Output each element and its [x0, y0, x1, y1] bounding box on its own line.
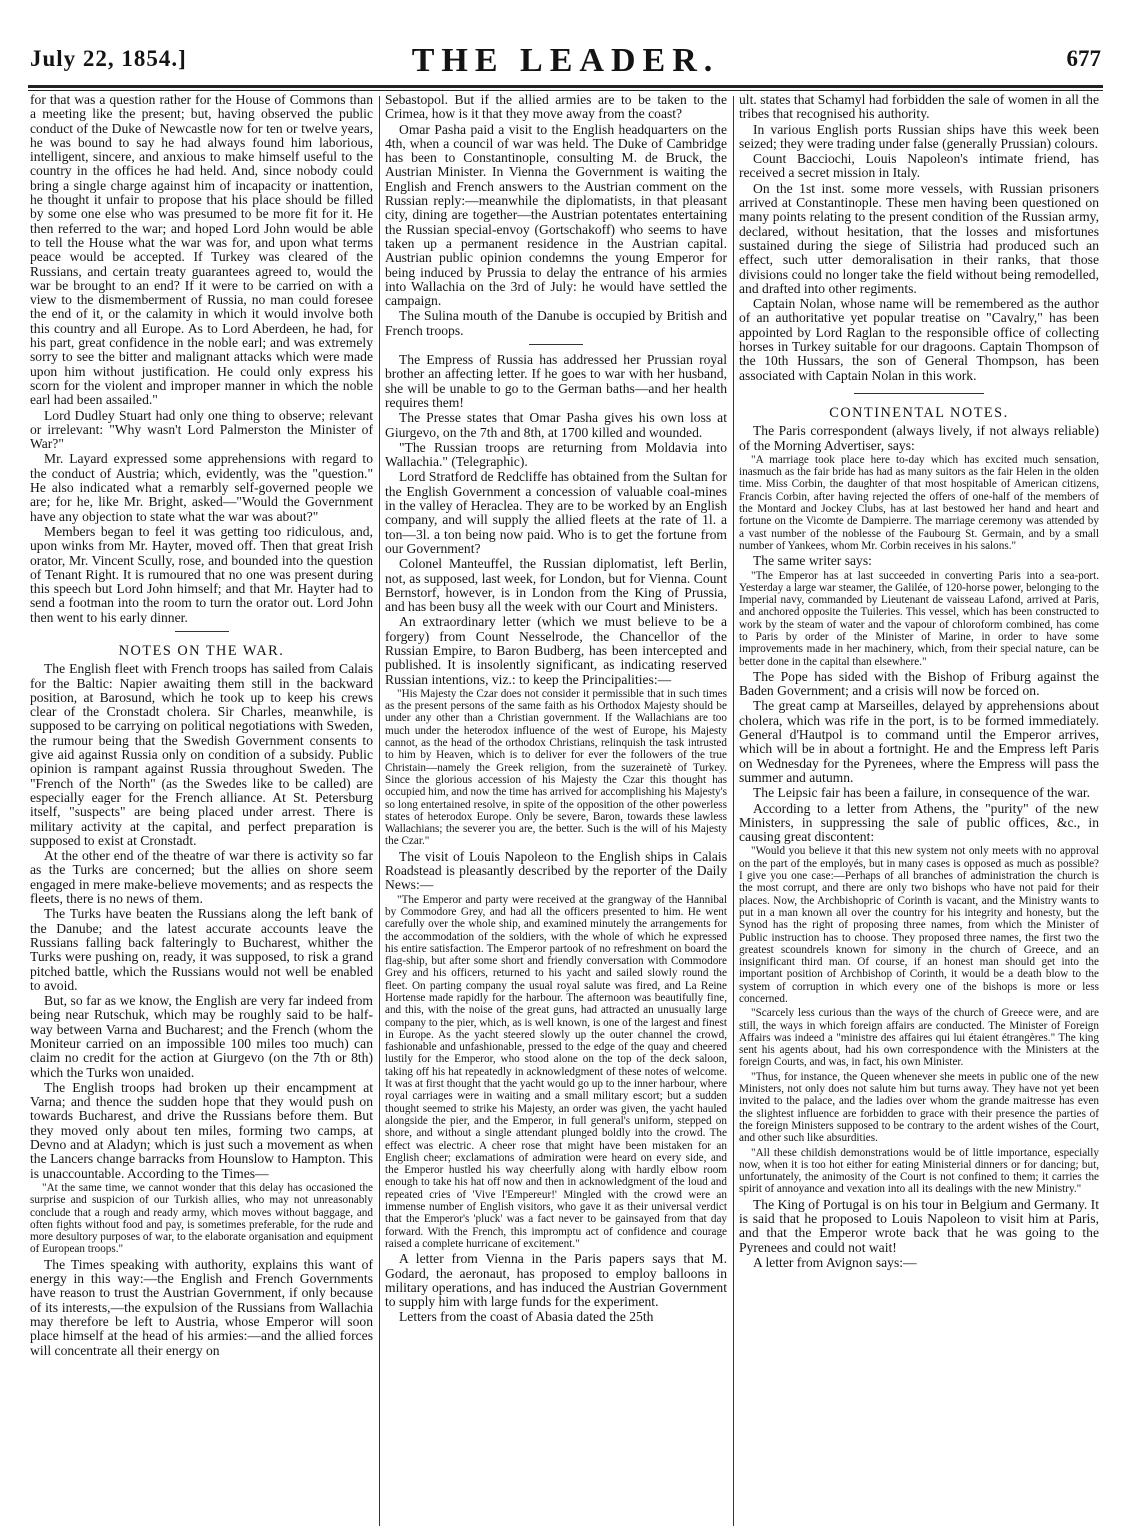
section-separator [529, 344, 583, 345]
masthead-rule [28, 85, 1103, 88]
section-heading-continental-notes: CONTINENTAL NOTES. [829, 404, 1009, 421]
paragraph: The Paris correspondent (always lively, if not always reliable) of the Morning Advertiser, says: [739, 423, 1099, 453]
paragraph: An extraordinary letter (which we must believe to be a forgery) from Count Nesselrode, the Chancellor of the Russian Empire, to Baron Budberg, has been intercepted and published. It is insolently significant, as indicating reserved Russian intentions, viz.: to keep the Principalities:— [385, 614, 727, 687]
paragraph: The King of Portugal is on his tour in Belgium and Germany. It is said that he proposed to Louis Napoleon to visit him at Paris, and that the Emperor wrote back that he was going to the Pyrenees and could not wait! [739, 1196, 1099, 1255]
paragraph: The Times speaking with authority, explains this want of energy in this way:—the English and French Governments have reason to trust the Austrian Government, if only because of its interests,—the expulsion of the Russians from Wallachia may therefore be left to Austria, whose Emperor will soon place himself at the head of his armies:—and the allied forces will concentrate all their energy on [30, 1256, 373, 1358]
section-heading-war-notes: NOTES ON THE WAR. [118, 642, 285, 659]
paragraph: Colonel Manteuffel, the Russian diplomatist, left Berlin, not, as supposed, last week, for London, but for Vienna. Count Bernstorf, however, is in London from the King of Prussia, and has been busy all the week with our Court and Ministers. [385, 556, 727, 615]
quotation: "Scarcely less curious than the ways of the church of Greece were, and are still, the ways in which foreign affairs are conducted. The Minister of Foreign Affairs was indeed a "ministre des affaires qui lui étaient étrangères." The king sent his agents about, had his own correspondence with the Ministers at the foreign Courts, and was, in fact, his own Minister. [739, 1007, 1099, 1069]
paragraph: The Pope has sided with the Bishop of Friburg against the Baden Government; and a crisis will now be forced on. [739, 668, 1099, 699]
paragraph: According to a letter from Athens, the "purity" of the new Ministers, in suppressing the sale of public offices, &c., in causing great discontent: [739, 800, 1099, 845]
paragraph: The great camp at Marseilles, delayed by apprehensions about cholera, which was rife in the port, is to be formed immediately. General d'Hautpol is to command until the Emperor arrives, which will be in about a fortnight. He and the Empress left Paris on Wednesday for the Pyrenees, where the Empress will pass the summer and autumn. [739, 698, 1099, 785]
quotation: "A marriage took place here to-day which has excited much sensation, inasmuch as the fair bride has had as many suitors as the fair Helen in the olden time. Miss Corbin, the daughter of that most hospitable of American citizens, Francis Corbin, after having rejected the offers of one-half of the members of the Montard and Jockey Clubs, has at last bestowed her hand and heart and fortune on the Vicomte de Dampierre. The marriage ceremony was attended by a vast number of the noblesse of the Faubourg St. Germain, and by a small number of Yankees, whom Mr. Corbin receives in his salons." [739, 453, 1099, 552]
column-1 [30, 93, 373, 1533]
paragraph: Sebastopol. But if the allied armies are to be taken to the Crimea, how is it that they move away from the coast? [385, 93, 727, 122]
paragraph: The Empress of Russia has addressed her Prussian royal brother an affecting letter. If he goes to war with her husband, she will be unable to go to the German baths—and her health requires them! [385, 352, 727, 410]
paragraph: ult. states that Schamyl had forbidden the sale of women in all the tribes that recognised his authority. [739, 93, 1099, 122]
paragraph: "The Russian troops are returning from Moldavia into Wallachia." (Telegraphic). [385, 439, 727, 470]
quotation: "Would you believe it that this new system not only meets with no approval on the part of the employés, but in many cases is opposed as much as possible? I give you one case:—Perhaps of all branches of administration the church is the most corrupt, and there are only two bishops who have not paid for their places. Now, the Archbishopric of Corinth is vacant, and the Ministry wants to put in a man known all over the country for his integrity and honesty, but the Synod has the right of proposing three names, from which the Minister of Public instruction has to choose. They proposed three names, the first two the greatest scoundrels known for simony in the church of Greece, and an insignificant third man. Of course, if an honest man should get into the important position of Archbishop of Corinth, it would be a death blow to the system of corruption in which every one of the bishops is more or less concerned. [739, 845, 1099, 1005]
paragraph: Omar Pasha paid a visit to the English headquarters on the 4th, when a council of war was held. The Duke of Cambridge has been to Constantinople, consulting M. de Bruck, the Austrian Minister. In Vienna the Government is waiting the English and French answers to the Austrian comment on the Russian reply:—meanwhile the diplomatists, in that pleasant city, dining are together—the Austrian potentates entertaining the Russian special-envoy (Gortschakoff) who seems to have taken up a permanent residence in the Austrian capital. Austrian public opinion condemns the young Emperor for being induced by Prussia to delay the entrance of his armies into Wallachia on the 3rd of July: he would have settled the campaign. [385, 121, 727, 309]
paragraph: The English fleet with French troops has sailed from Calais for the Baltic: Napier awaiting them still in the backward position, at Barosund, which he took up to keep his crews clear of the Cronstadt cholera. Sir Charles, meanwhile, is supposed to be carrying on political negotiations with Sweden, the rumour being that the Swedish Government consents to give aid against Russia only on condition of a subsidy. Public opinion is rampant against Russia throughout Sweden. The "French of the North" (as the Swedes like to be called) are especially eager for the French alliance. At St. Petersburg itself, "suspects" are being placed under arrest. There is military activity at the capital, and perfect preparation is supposed to exist at Cronstadt. [30, 661, 373, 848]
paragraph: The Presse states that Omar Pasha gives his own loss at Giurgevo, on the 7th and 8th, at 1700 killed and wounded. [385, 410, 727, 440]
newspaper-title: THE LEADER. [411, 42, 720, 79]
paragraph: The visit of Louis Napoleon to the English ships in Calais Roadstead is pleasantly described by the reporter of the Daily News:— [385, 848, 727, 893]
paragraph: Mr. Layard expressed some apprehensions with regard to the conduct of Austria; which, evidently, was the "question." He also indicated what a remarbly self-governed people we are; for he, like Mr. Bright, asked—"Would the Government have any objection to state what the war was about?" [30, 451, 373, 524]
paragraph: Lord Dudley Stuart had only one thing to observe; relevant or irrelevant: "Why wasn't Lord Palmerston the Minister of War?" [30, 407, 373, 452]
masthead [30, 40, 1101, 78]
paragraph: In various English ports Russian ships have this week been seized; they were trading under false (generally Prussian) colours. [739, 121, 1099, 151]
paragraph: A letter from Avignon says:— [753, 1254, 917, 1270]
quotation: "At the same time, we cannot wonder that this delay has occasioned the surprise and suspicion of our Turkish allies, who may not unreasonably conclude that a rough and ready army, which moves without baggage, and often fights without food and pay, is sometimes preferable, for the rude and more desultory purposes of war, to the elaborate organisation and equipment of European troops." [30, 1181, 373, 1256]
paragraph: for that was a question rather for the House of Commons than a meeting like the present; but, having observed the public conduct of the Duke of Newcastle now for ten or twelve years, he was bound to say he had always found him laborious, intelligent, sincere, and anxious to make himself useful to the country in the offices he had held. And, since nobody could bring a single charge against him of incapacity or inattention, he thought it unfair to propose that his place should be filled by some one else who was presumed to be more fit for it. He then referred to the war; and hoped Lord John would be able to tell the House what the war was for, and upon what terms peace would be accepted. If Turkey was cleared of the Russians, and certain treaty guarantees agreed to, would the war be brought to an end? If it were to be carried on with a view to the dismemberment of Russia, no man could foresee the end of it, or the calamity in which it would involve both this country and all Europe. As to Lord Aberdeen, he had, for his part, great confidence in the noble earl; and was extremely sorry to see the bitter and malignant attacks which were made upon him without justification. He could only express his scorn for the violent and improper manner in which the noble earl had been assailed." [30, 93, 373, 408]
quotation: "The Emperor has at last succeeded in converting Paris into a sea-port. Yesterday a large war steamer, the Galilée, of 120-horse power, belonging to the Imperial navy, commanded by Lieutenant de vaisseau Lafond, arrived at Paris, and anchored opposite the Tuileries. This vessel, which has been constructed to work by the steam of water and the vapour of chloroform combined, has come to Paris by order of the Minister of Marine, in order to have some improvements made in her machinery, which, from their special nature, can be better done in the capital than elsewhere." [739, 569, 1099, 668]
masthead-rule-thin [28, 90, 1103, 91]
section-separator [854, 393, 984, 394]
column-3 [739, 93, 1099, 1533]
paragraph: Lord Stratford de Redcliffe has obtained from the Sultan for the English Government a concession of valuable coal-mines in the valley of Heraclea. They are to be worked by an English company, and will supply the allied fleets at the rate of 1l. a ton—3l. a ton being now paid. Who is to get the fortune from our Government? [385, 469, 727, 556]
paragraph: A letter from Vienna in the Paris papers says that M. Godard, the aeronaut, has proposed to employ balloons in military operations, and has induced the Austrian Government to supply him with large funds for the experiment. [385, 1251, 727, 1310]
paragraph: The English troops had broken up their encampment at Varna; and thence the sudden hope that they would push on towards Bucharest, and drive the Russians before them. But they moved only about ten miles, forming two camps, at Devno and at Aladyn; which is just such a movement as when the Lancers change barracks from Hounslow to Hampton. This is unaccountable. According to the Times— [30, 1079, 373, 1181]
paragraph: The same writer says: [753, 553, 872, 569]
quotation: "The Emperor and party were received at the grangway of the Hannibal by Commodore Grey, and had all the officers presented to him. He went carefully over the whole ship, and examined minutely the arrangements for the accommodation of the soldiers, with the whole of which he expressed his entire satisfaction. The Emperor partook of no refreshment on board the flag-ship, but after some short and friendly conversation with Commodore Grey and his officers, returned to his yacht and sailed slowly round the fleet. On parting company the usual royal salute was fired, and La Reine Hortense made rapidly for the harbour. The afternoon was beautifully fine, and this, with the noise of the great guns, had attracted an unusually large company to the pier, which, as is well known, is one of the largest and finest in Europe. As the yacht steered slowly up the outer channel the crowd, fashionable and unfashionable, pressed to the edge of the quay and cheered lustily for the Emperor, who stood alone on the top of the deck saloon, taking off his hat repeatedly in acknowledgment of these notes of welcome. It was at first thought that the yacht would go up to the inner harbour, where royal carriages were in waiting and a small military escort; but a sudden thought seemed to strike his Majesty, an order was given, the yacht hauled alongside the pier, and the Emperor, in full general's uniform, stepped on shore, and without a single attendant plunged boldly into the crowd. The effect was electric. A cheer rose that might have been mistaken for an English cheer; exclamations of admiration were heard on every side, and the Emperor hustled his way cheerfully along with hardly elbow room enough to take his hat off now and then in acknowledgment of the loud and repeated cries of 'Vive l'Empereur!' Mingled with the crowd were an immense number of English visitors, who gave it as their universal verdict that the Emperor's 'pluck' was a fact never to be gainsayed from that day forward. With the French, this impromptu act of confidence and courage raised a complete hurricane of excitement." [385, 893, 727, 1250]
paragraph: Captain Nolan, whose name will be remembered as the author of an authoritative yet popular treatise on "Cavalry," has been appointed by Lord Raglan to the responsible office of collecting horses in Turkey suitable for our dragoons. Captain Thompson of the 10th Hussars, the son of General Thompson, has been associated with Captain Nolan in this work. [739, 296, 1099, 383]
quotation: "Thus, for instance, the Queen whenever she meets in public one of the new Ministers, not only does not salute him but turns away. They have not yet been invited to the palace, and the ladies over whom the grande maitresse has even the slightest influence are forbidden to grace with their presence the parties of the foreign Ministers supposed to be contrary to the ardent wishes of the Court, and other such like absurdities. [739, 1070, 1099, 1145]
paragraph: The Leipsic fair has been a failure, in consequence of the war. [753, 785, 1091, 801]
issue-date: July 22, 1854.] [30, 46, 187, 71]
paragraph: Letters from the coast of Abasia dated the 25th [399, 1309, 654, 1325]
paragraph: The Sulina mouth of the Danube is occupied by British and French troops. [385, 308, 727, 338]
paragraph: Count Bacciochi, Louis Napoleon's intimate friend, has received a secret mission in Italy. [739, 151, 1099, 181]
paragraph: The Turks have beaten the Russians along the left bank of the Danube; and the latest accurate accounts leave the Russians falling back falteringly to Bucharest, whither the Turks were pushing on, ready, it was supposed, to risk a grand pitched battle, which the Russians would not well be enabled to avoid. [30, 906, 373, 993]
section-separator [175, 631, 229, 632]
paragraph: Members began to feel it was getting too ridiculous, and, upon winks from Mr. Hayter, moved off. Then that great Irish orator, Mr. Vincent Scully, rose, and bounded into the question of Tenant Right. It is rumoured that no one was present during this speech but Lord John himself; and that Mr. Hayter had to send a footman into the room to turn the orator out. Lord John then went to his early dinner. [30, 523, 373, 625]
page-number: 677 [1066, 46, 1101, 71]
quotation: "All these childish demonstrations would be of little importance, especially now, when it is too hot either for eating Ministerial dinners or for dancing; but, unfortunately, the animosity of the Court is not confined to them; it carries the spirit of annoyance and vexation into all its dealings with the new Ministry." [739, 1146, 1099, 1196]
quotation: "His Majesty the Czar does not consider it permissible that in such times as the present persons of the same faith as his Orthodox Majesty should be under any other than a Christian government. If the Wallachians are too much under the heterodox influence of the west of Europe, his Majesty cannot, as the head of the orthodox Christians, relinquish the task intrusted to him by Heaven, which is to deliver for ever the followers of the true Christain—namely the Greek religion, from the suzerainetè of Turkey. Since the glorious accession of his Majesty the Czar this thought has occupied him, and now the time has arrived for accomplishing his Majesty's so long entertained resolve, in spite of the opposition of the other powerless states of heterodox Europe. Only be severe, Baron, towards these lawless Wallachians; the severer you are, the better. Such is the will of his Majesty the Czar." [385, 687, 727, 848]
column-divider [379, 96, 380, 1526]
paragraph: But, so far as we know, the English are very far indeed from being near Rutschuk, which may be roughly said to be half-way between Varna and Bucharest; and the French (whom the Moniteur carried on an impossible 100 miles too much) can claim no credit for the action at Giurgevo (on the 7th or 8th) which the Turks won unaided. [30, 993, 373, 1080]
column-2 [385, 93, 727, 1533]
paragraph: At the other end of the theatre of war there is activity so far as the Turks are concerned; but the allies on shore seem engaged in mere make-believe movements; and as respects the fleets, there is no news of them. [30, 848, 373, 907]
paragraph: On the 1st inst. some more vessels, with Russian prisoners arrived at Constantinople. These men having been questioned on many points relating to the present condition of the Russian army, declared, without hesitation, that the losses and misfortunes sustained during the siege of Silistria had produced such an effect, such utter demoralisation in their ranks, that those divisions could no longer take the field without being remodelled, and drafted into other regiments. [739, 180, 1099, 296]
column-divider [733, 96, 734, 1526]
